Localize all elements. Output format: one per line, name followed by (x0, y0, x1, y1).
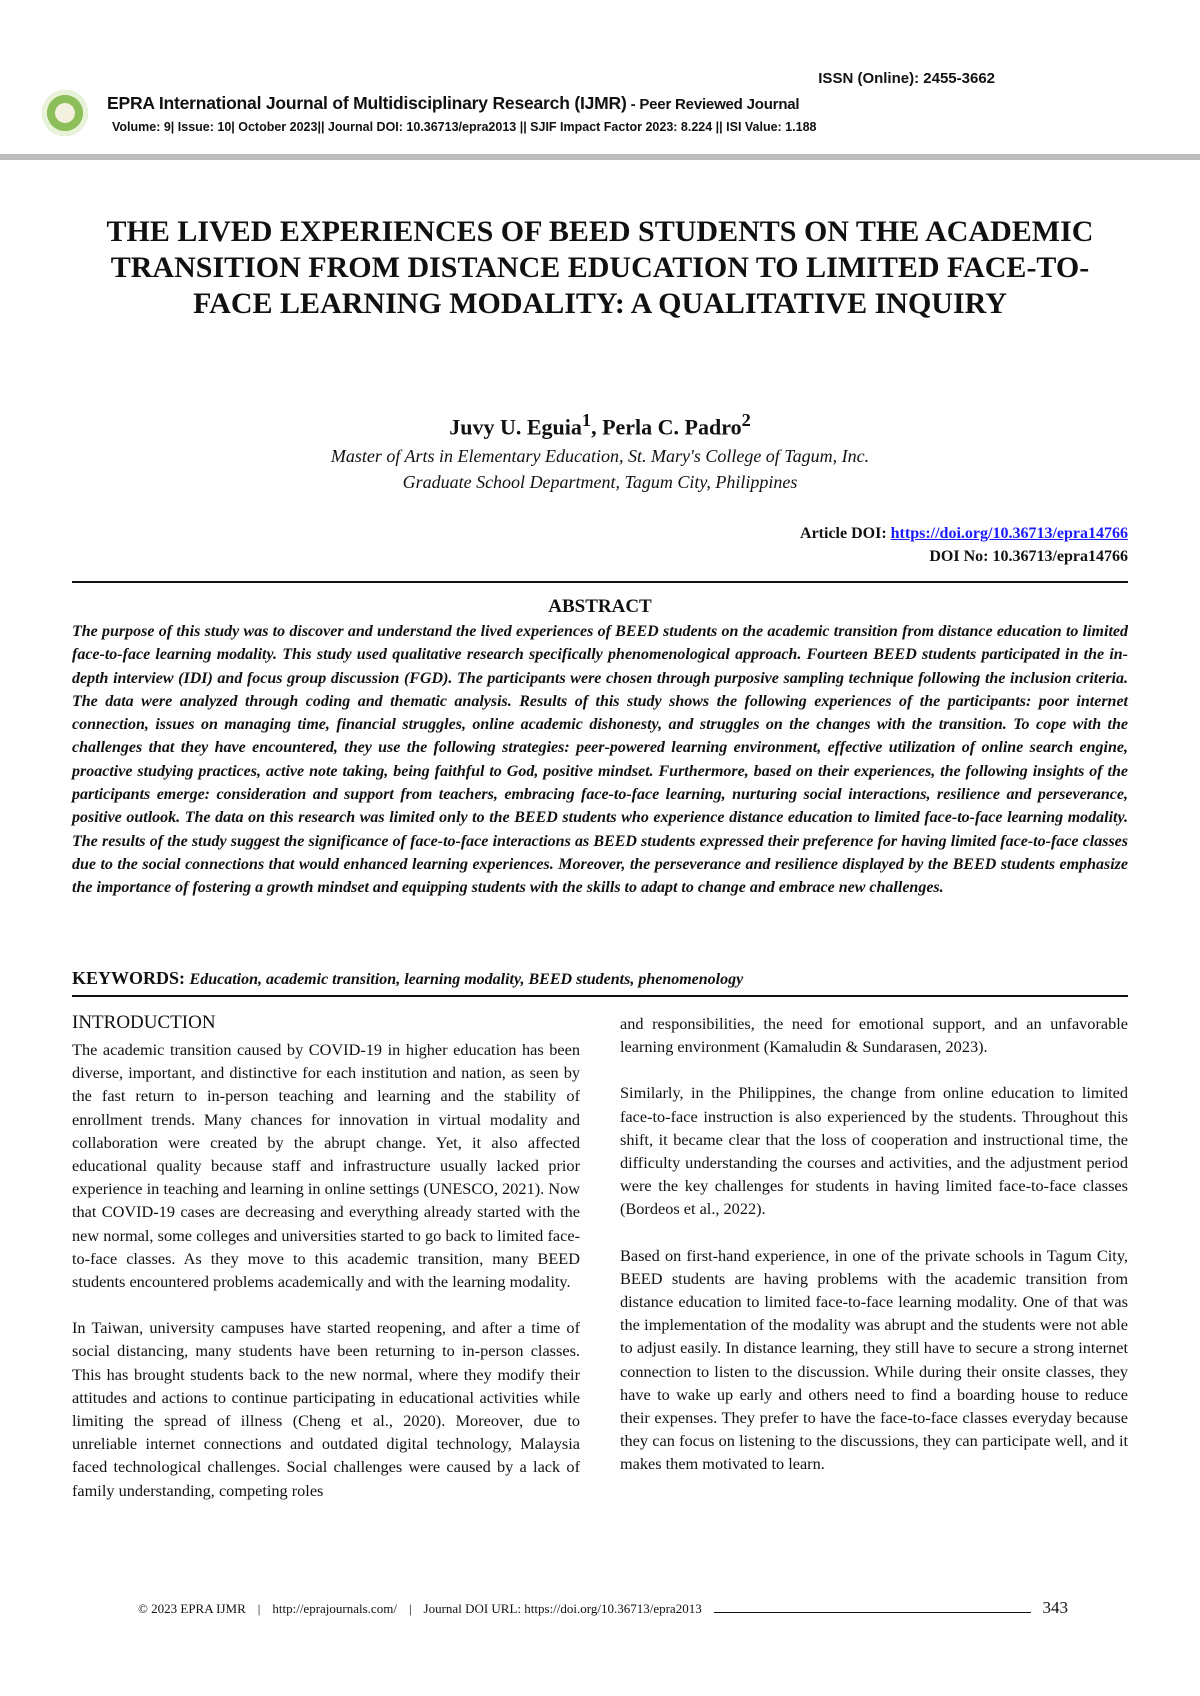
site-link[interactable]: http://eprajournals.com/ (272, 1601, 397, 1616)
right-column (620, 1012, 1128, 1499)
paragraph: Similarly, in the Philippines, the change from online education to limited face-to-face instruction is also experienced by the students. Throughout this shift, it became clear that the loss of cooperation and instructional time, the difficulty understanding the courses and activities, and the adjustment period were the key challenges for students in having limited face-to-face classes (Bordeos et al., 2022). (620, 1083, 1128, 1219)
abstract-text: The purpose of this study was to discover and understand the lived experiences of BEED students on the academic transition from distance education to limited face-to-face learning modality. This study used qualitative research specifically phenomenological approach. Fourteen BEED students participated in the in-depth interview (IDI) and focus group discussion (FGD). The participants were chosen through purposive sampling technique following the inclusion criteria. The data were analyzed through coding and thematic analysis. Results of this study shows the following experiences of the participants: poor internet connection, issues on managing time, financial struggles, online academic dishonesty, and struggles on the changes with the transition. To cope with the challenges that they have encountered, they use the following strategies: peer-powered learning environment, effective utilization of online search engine, proactive studying practices, active note taking, being faithful to God, positive mindset. Furthermore, based on their experiences, the following insights of the participants emerge: consideration and support from teachers, embracing face-to-face learning, nurturing social interactions, resilience and perseverance, positive outlook. The data on this research was limited only to the BEED students who experience distance education to limited face-to-face learning modality. The results of the study suggest the significance of face-to-face interactions as BEED students expressed their preference for having limited face-to-face classes due to the social connections that would enhanced learning experiences. Moreover, the perseverance and resilience displayed by the BEED students emphasize the importance of fostering a growth mindset and equipping students with the skills to adapt to change and embrace new challenges. (72, 623, 1128, 897)
journal-doi-url[interactable]: Journal DOI URL: https://doi.org/10.36713/epra2013 (423, 1601, 702, 1616)
section-heading: INTRODUCTION (72, 1012, 216, 1033)
page-number: 343 (1042, 1598, 1068, 1617)
paper-title: THE LIVED EXPERIENCES OF BEED STUDENTS ON THE ACADEMIC TRANSITION FROM DISTANCE EDUCATION TO LIMITED FACE-TO-FACE LEARNING MODALITY: A QUALITATIVE INQUIRY (106, 215, 1094, 320)
divider (72, 995, 1128, 997)
divider (72, 581, 1128, 583)
journal-name (107, 93, 799, 114)
doi-number: DOI No: 10.36713/epra14766 (929, 548, 1128, 565)
footer-line (714, 1612, 1031, 1613)
author-2: Perla C. Padro (602, 414, 742, 440)
affiliation-line: Master of Arts in Elementary Education, St. Mary's College of Tagum, Inc. (330, 446, 870, 466)
header-divider (0, 154, 1200, 160)
journal-title: EPRA International Journal of Multidisciplinary Research (IJMR) (107, 93, 627, 113)
author-2-affil: 2 (741, 410, 751, 430)
issn: ISSN (Online): 2455-3662 (818, 70, 995, 87)
doi-block (800, 522, 1128, 568)
affiliation (0, 443, 1200, 495)
author-1: Juvy U. Eguia (449, 414, 582, 440)
doi-label: Article DOI: (800, 525, 891, 542)
doi-link[interactable]: https://doi.org/10.36713/epra14766 (890, 525, 1128, 542)
copyright: © 2023 EPRA IJMR (138, 1601, 246, 1616)
paragraph: In Taiwan, university campuses have started reopening, and after a time of social distancing, many students have been returning to in-person classes. This has brought students back to the new normal, where they modify their attitudes and actions to continue participating in educational activities while limiting the spread of illness (Cheng et al., 2020). Moreover, due to unreliable internet connections and outdated digital technology, Malaysia faced technological challenges. Social challenges were caused by a lack of family understanding, competing roles (72, 1318, 580, 1500)
left-column (72, 1038, 580, 1525)
author-sep: , (591, 414, 603, 440)
peer-reviewed-label: - Peer Reviewed Journal (626, 96, 800, 113)
paragraph: and responsibilities, the need for emotional support, and an unfavorable learning environment (Kamaludin & Sundarasen, 2023). (620, 1014, 1128, 1057)
keywords (72, 968, 743, 989)
authors (0, 410, 1200, 440)
volume-line: Volume: 9| Issue: 10| October 2023|| Journal DOI: 10.36713/epra2013 || SJIF Impact Factor 2023: 8.224 || ISI Value: 1.188 (112, 120, 817, 134)
affiliation-line: Graduate School Department, Tagum City, Philippines (402, 472, 798, 492)
paragraph: The academic transition caused by COVID-19 in higher education has been diverse, important, and distinctive for each institution and nation, as seen by the fast return to in-person teaching and learning and the stability of enrollment trends. Many chances for innovation in virtual modality and collaboration were created by the abrupt change. Yet, it also affected educational quality because staff and infrastructure usually lacked prior experience in teaching and learning in online settings (UNESCO, 2021). Now that COVID-19 cases are decreasing and everything already started with the new normal, some colleges and universities started to go back to limited face-to-face classes. As they move to this academic transition, many BEED students encountered problems academically and with the learning modality. (72, 1040, 580, 1292)
keywords-label: KEYWORDS: (72, 968, 190, 988)
footer-sep: | (408, 1601, 412, 1616)
abstract-heading: ABSTRACT (548, 596, 652, 617)
footer-sep: | (257, 1601, 261, 1616)
journal-logo (42, 90, 88, 136)
keywords-text: Education, academic transition, learning modality, BEED students, phenomenology (189, 971, 744, 988)
footer (138, 1598, 1068, 1618)
author-1-affil: 1 (581, 410, 592, 430)
paragraph: Based on first-hand experience, in one of the private schools in Tagum City, BEED students are having problems with the academic transition from distance education to limited face-to-face learning modality. One of that was the implementation of the modality was abrupt and the students were not able to adjust easily. In distance learning, they still have to secure a strong internet connection to listen to the discussion. While during their onsite classes, they have to wake up early and others need to find a boarding house to reduce their expenses. They prefer to have the face-to-face classes everyday because they can focus on listening to the discussions, they can participate well, and it makes them motivated to learn. (620, 1245, 1128, 1474)
